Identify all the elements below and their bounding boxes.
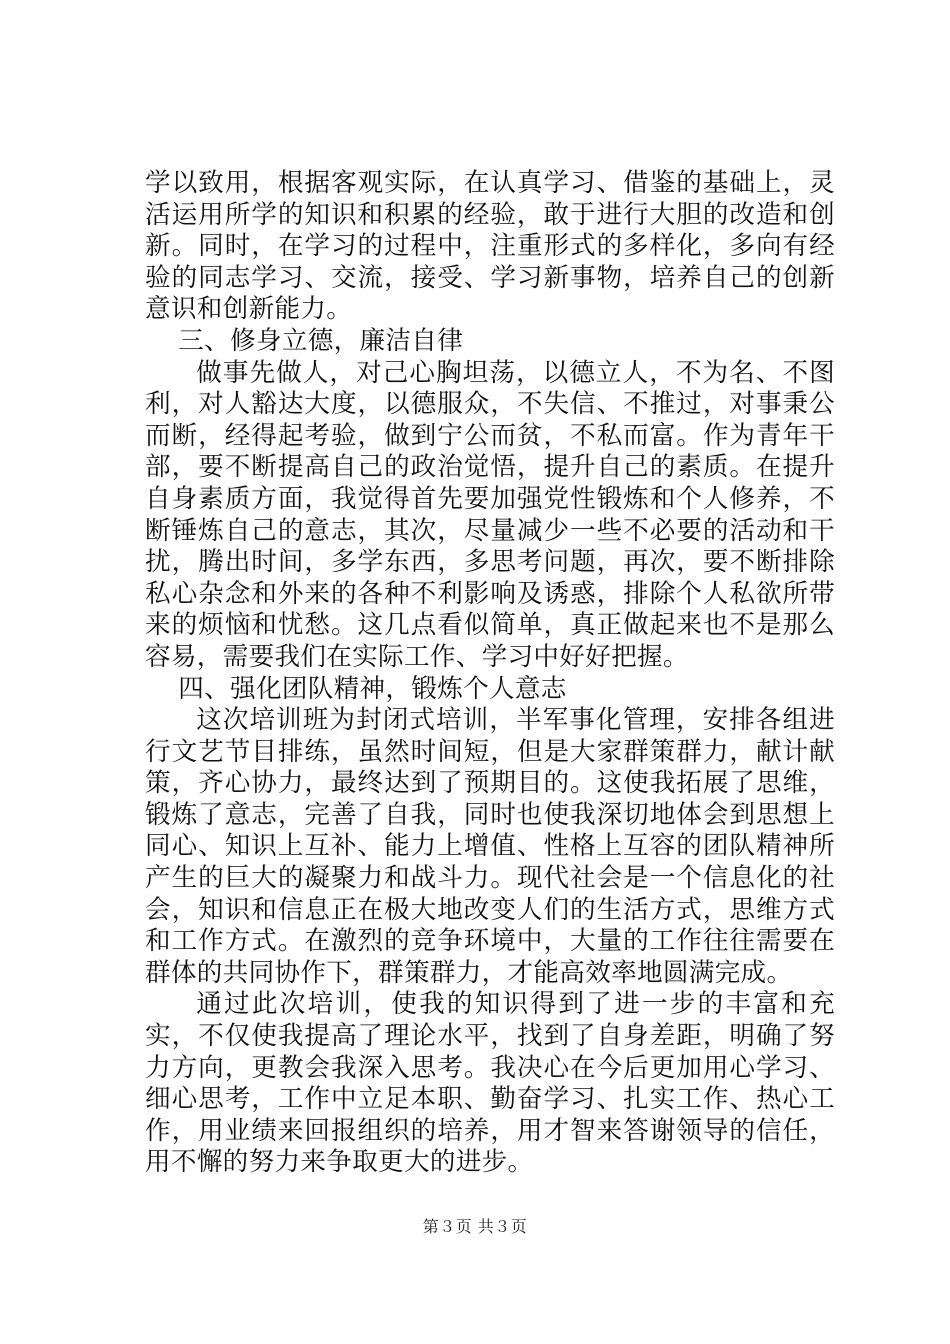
paragraph-self-cultivation: 做事先做人，对己心胸坦荡，以德立人，不为名、不图利，对人豁达大度，以德服众，不失信、不推过，对事秉公而断，经得起考验，做到宁公而贫，不私而富。作为青年干部，要不断提高自己的政治觉悟，提升自己的素质。在提升自身素质方面，我觉得首先要加强党性锻炼和个人修养，不断锤炼自己的意志，其次，尽量减少一些不必要的活动和干扰，腾出时间，多学东西，多思考问题，再次，要不断排除私心杂念和外来的各种不利影响及诱惑，排除个人私欲所带来的烦恼和忧愁。这几点看似简单，真正做起来也不是那么容易，需要我们在实际工作、学习中好好把握。 bbox=[145, 357, 835, 672]
section-heading-4: 四、强化团队精神，锻炼个人意志 bbox=[178, 673, 567, 704]
section-heading-3: 三、修身立德，廉洁自律 bbox=[178, 325, 464, 356]
document-body bbox=[145, 168, 835, 1179]
page-footer: 第３页 共３页 bbox=[422, 1217, 528, 1236]
paragraph-conclusion: 通过此次培训，使我的知识得到了进一步的丰富和充实，不仅使我提高了理论水平，找到了自身差距，明确了努力方向，更教会我深入思考。我决心在今后更加用心学习、细心思考，工作中立足本职、勤奋学习、扎实工作、热心工作，用业绩来回报组织的培养，用才智来答谢领导的信任，用不懈的努力来争取更大的进步。 bbox=[145, 989, 835, 1178]
paragraph-continuation: 学以致用，根据客观实际，在认真学习、借鉴的基础上，灵活运用所学的知识和积累的经验，敢于进行大胆的改造和创新。同时，在学习的过程中，注重形式的多样化，多向有经验的同志学习、交流，接受、学习新事物，培养自己的创新意识和创新能力。 bbox=[145, 168, 835, 325]
paragraph-team-spirit: 这次培训班为封闭式培训，半军事化管理，安排各组进行文艺节目排练，虽然时间短，但是大家群策群力，献计献策，齐心协力，最终达到了预期目的。这使我拓展了思维，锻炼了意志，完善了自我，同时也使我深切地体会到思想上同心、知识上互补、能力上增值、性格上互容的团队精神所产生的巨大的凝聚力和战斗力。现代社会是一个信息化的社会，知识和信息正在极大地改变人们的生活方式，思维方式和工作方式。在激烈的竞争环境中，大量的工作往往需要在群体的共同协作下，群策群力，才能高效率地圆满完成。 bbox=[145, 705, 835, 988]
